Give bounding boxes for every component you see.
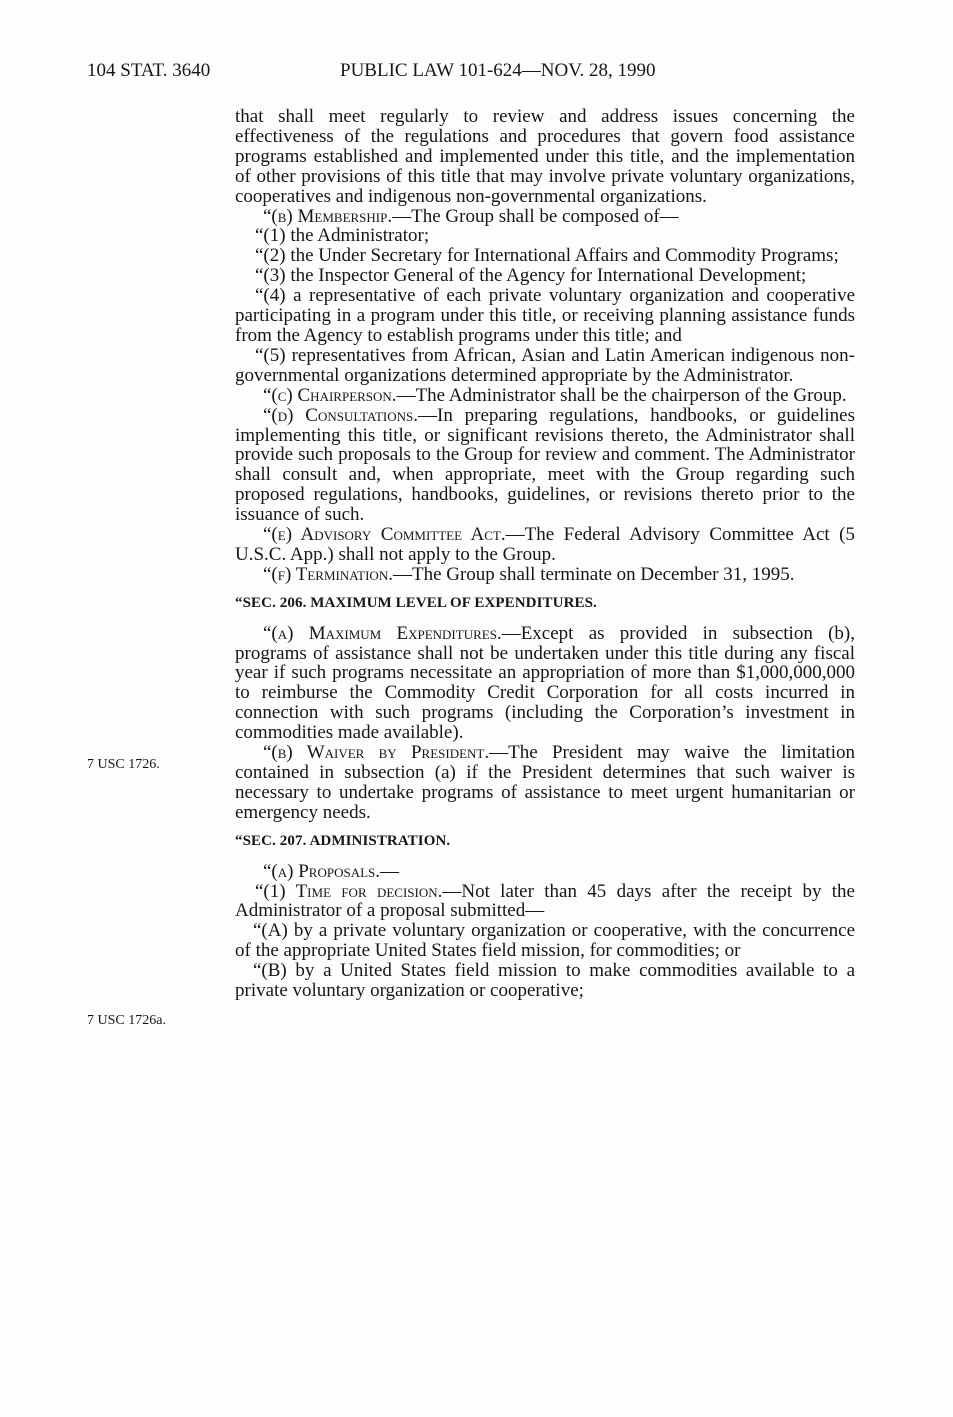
section-206-b [235, 743, 855, 823]
section-206-a-text: —Except as provided in subsection (b), programs of assistance shall not be undertaken under this title during any fiscal year if such programs necessitate an appropriation of more than $1,000,000,000 to reimburse the Commodity Credit Corporation for all costs incurred in connection with such programs (including the Corporation’s investment in commodities made available). [235, 622, 855, 744]
item-b2: “(2) the Under Secretary for International Affairs and Commodity Programs; [255, 245, 839, 267]
heading-time-for-decision: “(1) Time for decision. [255, 880, 443, 902]
section-207-heading: “SEC. 207. ADMINISTRATION. [235, 832, 451, 849]
section-207-a-1-B: “(B) by a United States field mission to make commodities available to a private voluntary organization or cooperative; [235, 960, 855, 1002]
subsection-b-membership [235, 207, 855, 227]
section-207-a-1-A: “(A) by a private voluntary organization or cooperative, with the concurrence of the appropriate United States field mission, for commodities; or [235, 920, 855, 962]
heading-membership: “(b) Membership. [263, 205, 393, 227]
subsection-f-termination [235, 565, 855, 585]
subsection-c-chairperson [235, 386, 855, 406]
heading-termination: “(f) Termination. [263, 563, 393, 585]
subsection-d-consultations [235, 406, 855, 525]
heading-proposals: “(a) Proposals. [263, 860, 381, 882]
heading-maximum-expenditures: “(a) Maximum Expenditures. [263, 622, 502, 644]
section-206-a [235, 624, 855, 743]
subsection-e-advisory-committee-act [235, 525, 855, 565]
section-207-a-text: — [380, 860, 400, 882]
section-207-a [235, 862, 855, 882]
item-b4: “(4) a representative of each private voluntary organization and cooperative participating in a program under this title, or receiving planning assistance funds from the Agency to establish programs under this title; and [235, 285, 855, 346]
subsection-d-text: —In preparing regulations, handbooks, or guidelines implementing this title, or significant revisions thereto, the Administrator shall provide such proposals to the Group for review and comment. The Administrator shall consult and, when appropriate, meet with the Group regarding such proposed regulations, handbooks, guidelines, or revisions thereto prior to the issuance of such. [235, 404, 855, 526]
margin-note-usc-1726: 7 USC 1726. [87, 757, 160, 772]
subsection-c-text: —The Administrator shall be the chairperson of the Group. [396, 384, 847, 406]
item-b3: “(3) the Inspector General of the Agency for International Development; [255, 265, 807, 287]
section-206-b-text: —The President may waive the limitation contained in subsection (a) if the President determines that such waiver is necessary to undertake programs of assistance to meet urgent humanitarian or emergency needs. [235, 742, 855, 823]
item-b5: “(5) representatives from African, Asian and Latin American indigenous non-governmental organizations determined appropriate by the Administrator. [235, 344, 855, 386]
section-207-a-1-text: —Not later than 45 days after the receipt by the Administrator of a proposal submitted— [235, 880, 855, 922]
margin-note-usc-1726a: 7 USC 1726a. [87, 1013, 166, 1028]
heading-waiver-by-president: “(b) Waiver by President. [263, 742, 490, 764]
item-b1: “(1) the Administrator; [255, 225, 430, 247]
paragraph-intro: that shall meet regularly to review and address issues concerning the effectiveness of the regulations and procedures that govern food assistance programs established and implemented under this title, and the implementation of other provisions of this title that may involve private voluntary organizations, cooperatives and indigenous non-governmental organizations. [235, 106, 855, 207]
stat-page-number: 104 STAT. 3640 [87, 60, 211, 81]
subsection-f-text: —The Group shall terminate on December 31, 1995. [392, 563, 795, 585]
statute-body [235, 107, 855, 1001]
running-head [0, 60, 953, 88]
heading-chairperson: “(c) Chairperson. [263, 384, 397, 406]
section-206-heading: “SEC. 206. MAXIMUM LEVEL OF EXPENDITURES. [235, 594, 597, 611]
section-207-a-1 [235, 882, 855, 922]
public-law-title: PUBLIC LAW 101-624—NOV. 28, 1990 [340, 60, 656, 81]
heading-advisory-committee-act: “(e) Advisory Committee Act. [263, 524, 506, 546]
heading-consultations: “(d) Consultations. [263, 404, 418, 426]
subsection-e-text: —The Federal Advisory Committee Act (5 U.S.C. App.) shall not apply to the Group. [235, 524, 855, 565]
subsection-b-text: —The Group shall be composed of— [392, 205, 679, 227]
